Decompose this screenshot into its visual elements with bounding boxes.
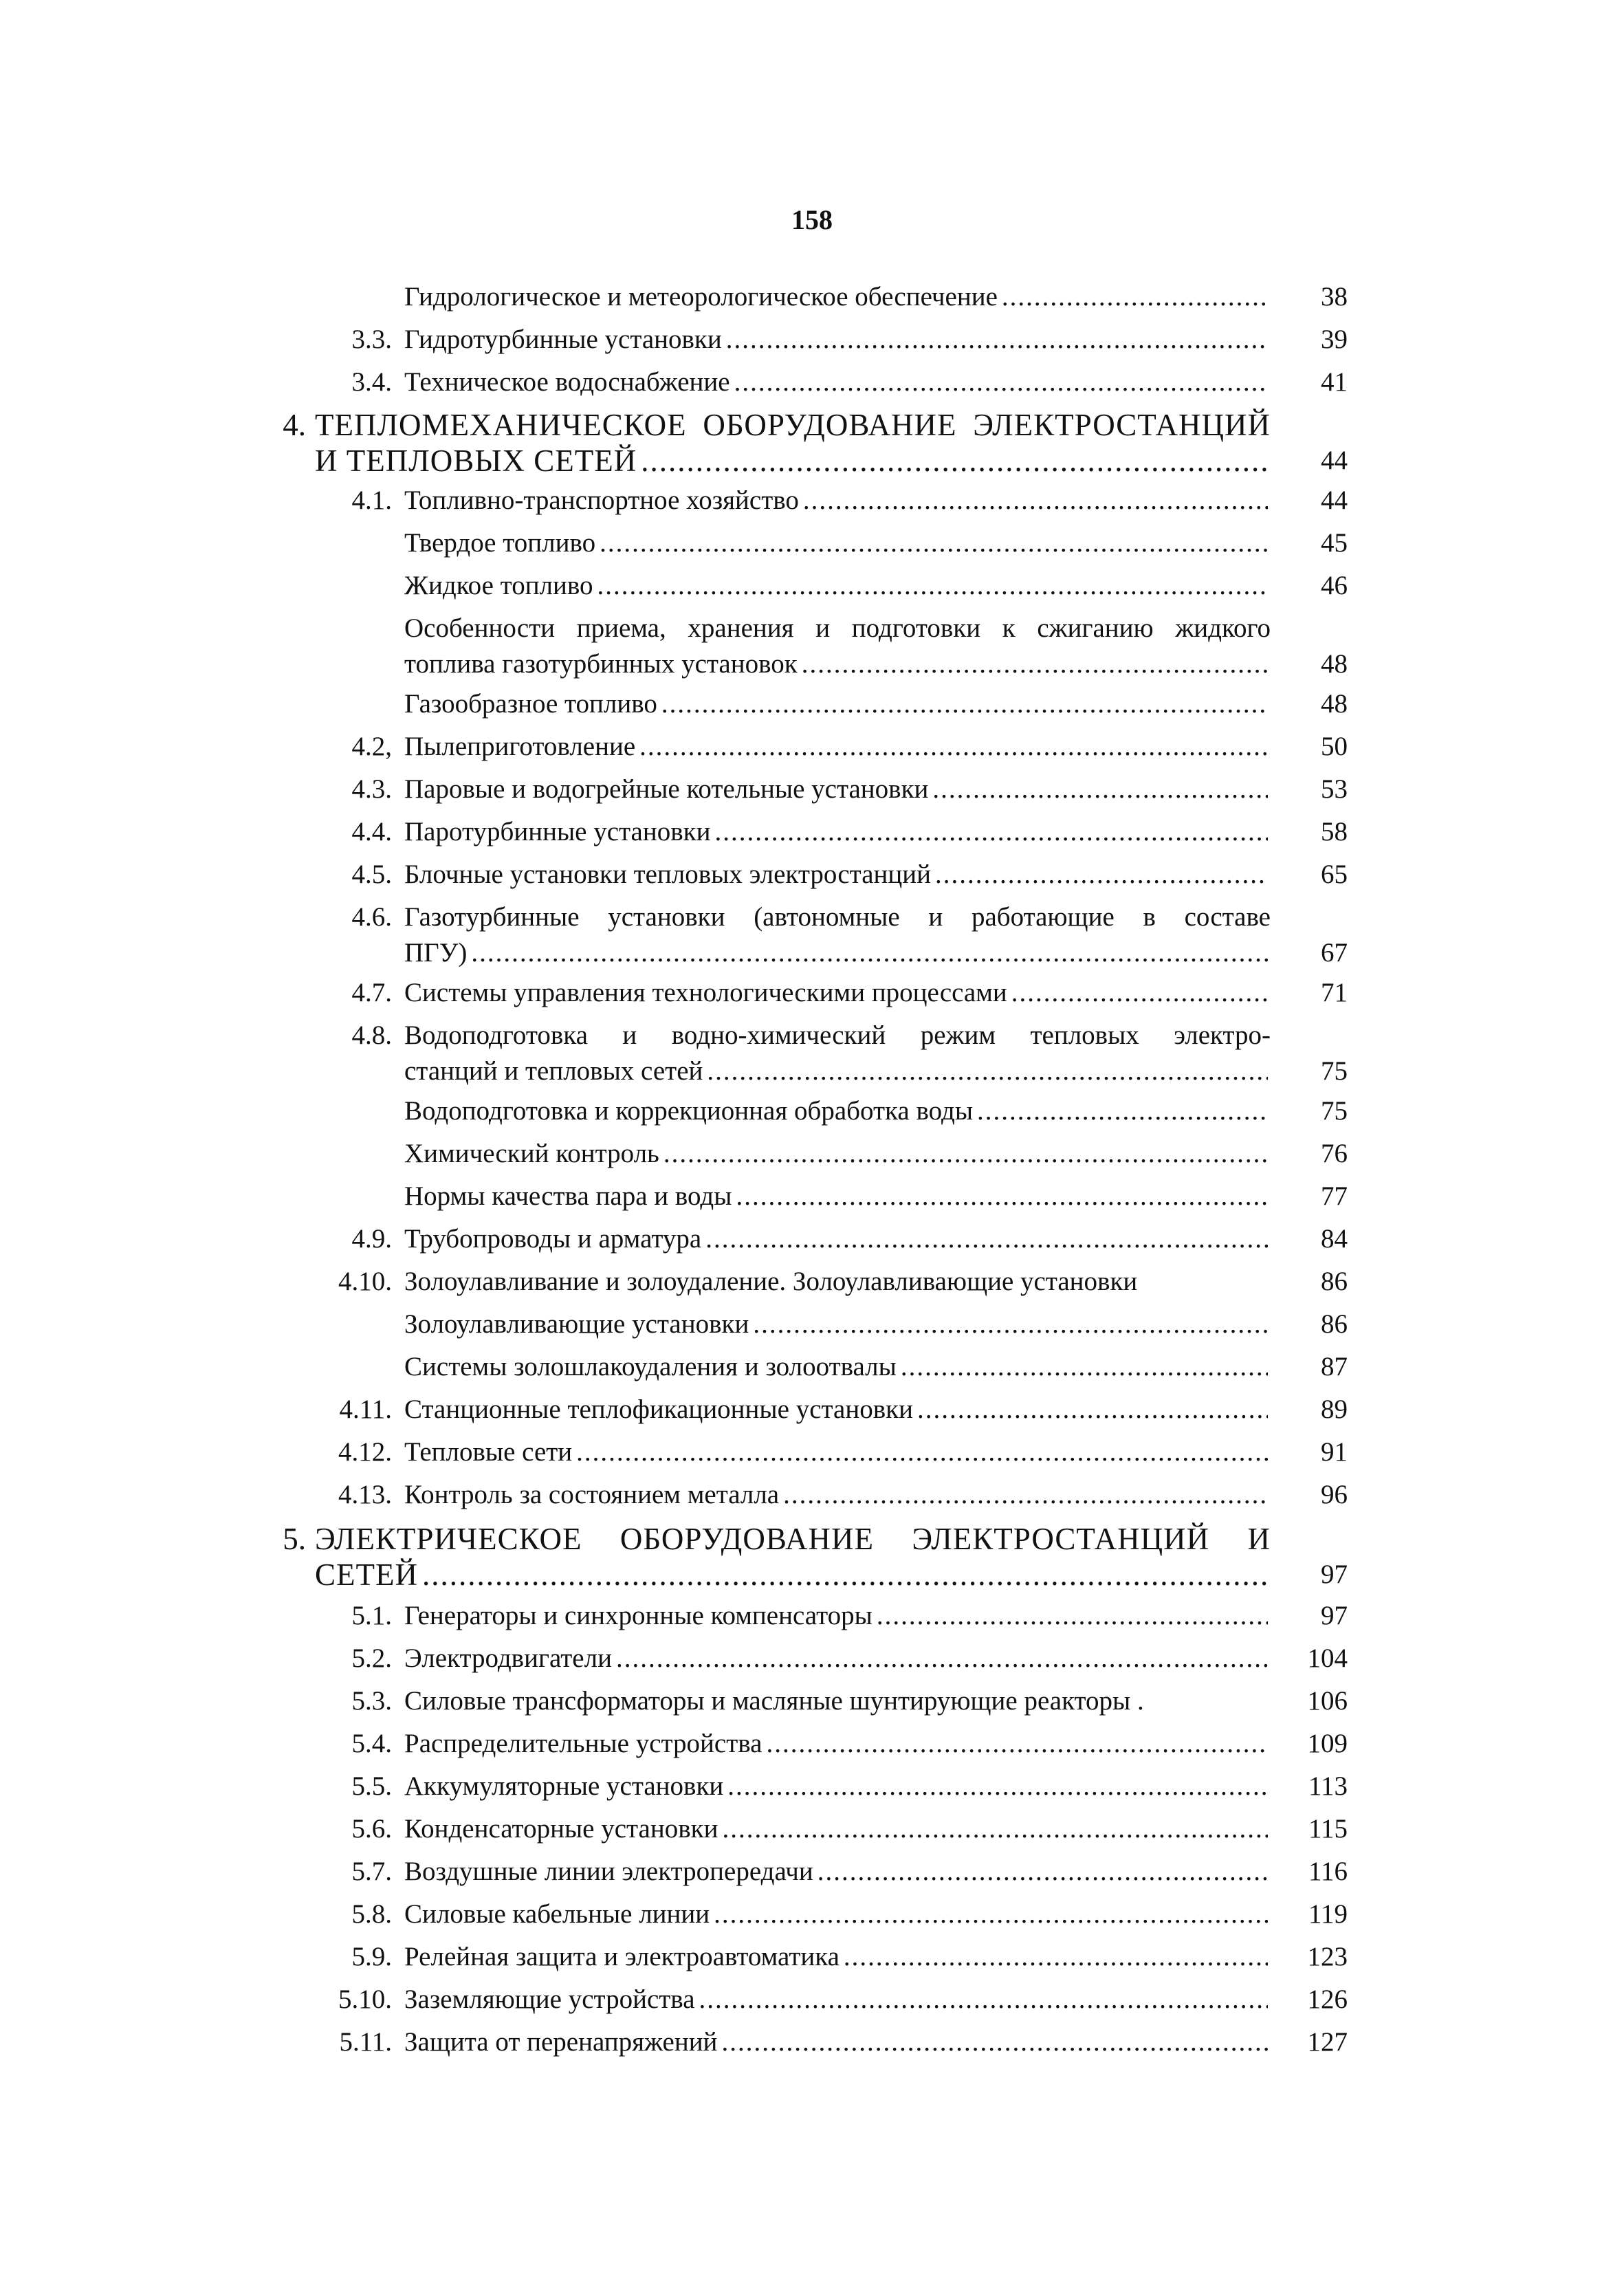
toc-entry-number: 4.4. — [351, 817, 392, 846]
toc-entry-page: 123 — [1307, 1942, 1348, 1971]
toc-entry-text: Системы золошлакоудаления и золоотвалы — [404, 1352, 897, 1381]
toc-entry-text: Золоулавливание и золоудаление. Золоулавливающие установки — [404, 1267, 1138, 1296]
toc-entry-page: 48 — [1321, 689, 1348, 719]
toc-entry-title — [404, 484, 1271, 517]
toc-entry-page: 53 — [1321, 774, 1348, 804]
toc-entry-text: Силовые кабельные линии — [404, 1899, 710, 1929]
toc-entry-title — [404, 773, 1271, 806]
toc-entry-title — [404, 1898, 1271, 1931]
toc-entry-number: 4.1. — [351, 485, 392, 515]
toc-entry-title — [404, 1137, 1271, 1170]
dot-leader — [714, 1898, 1268, 1931]
toc-entry-title — [404, 569, 1271, 602]
dot-leader — [576, 1436, 1268, 1469]
toc-entry-title-line1: Водоподготовка и водно-химический режим тепловых электро- — [404, 1020, 1271, 1050]
toc-entry-page: 119 — [1308, 1899, 1348, 1929]
dot-leader — [932, 773, 1268, 806]
toc-entry-text: Топливно-транспортное хозяйство — [404, 485, 799, 515]
toc-entry-number: 5.9. — [351, 1942, 392, 1971]
toc-entry-title — [404, 1265, 1271, 1298]
toc-entry-text: Аккумуляторные установки — [404, 1771, 724, 1801]
toc-entry-page: 97 — [1321, 1601, 1348, 1630]
toc-entry-title — [404, 1727, 1271, 1760]
dot-leader — [917, 1393, 1268, 1426]
toc-entry-page: 75 — [1321, 1056, 1348, 1086]
dot-leader — [600, 527, 1268, 560]
dot-leader — [977, 1095, 1268, 1128]
toc-entry-title-line1: Газотурбинные установки (автономные и работающие в составе — [404, 902, 1271, 932]
dot-leader — [818, 1855, 1268, 1888]
toc-entry-title — [404, 1642, 1271, 1675]
dot-leader — [661, 688, 1268, 721]
toc-entry-number: 4.3. — [351, 774, 392, 804]
toc-entry-title — [404, 1855, 1271, 1888]
toc-entry-page: 109 — [1307, 1729, 1348, 1758]
dot-leader — [901, 1351, 1268, 1384]
toc-entry-title — [315, 408, 1271, 477]
toc-entry-text: Трубопроводы и арматура — [404, 1224, 702, 1254]
toc-entry-page: 75 — [1321, 1096, 1348, 1126]
toc-entry-title — [404, 1685, 1271, 1718]
toc-entry-title — [404, 2026, 1271, 2059]
toc-entry-page: 127 — [1307, 2027, 1348, 2057]
dot-leader — [707, 1055, 1268, 1088]
dot-leader — [699, 1983, 1268, 2016]
dot-leader — [734, 366, 1268, 399]
toc-entry-text: Паротурбинные установки — [404, 817, 711, 846]
toc-entry-title — [404, 901, 1271, 967]
toc-entry-page: 106 — [1307, 1686, 1348, 1716]
toc-entry-text: Нормы качества пара и воды — [404, 1181, 732, 1211]
toc-entry-text: Пылеприготовление — [404, 732, 636, 761]
toc-entry-number: 4.2, — [351, 732, 392, 761]
toc-entry-title — [404, 1308, 1271, 1341]
toc-entry-page: 86 — [1321, 1309, 1348, 1339]
toc-entry-number: 5.6. — [351, 1814, 392, 1844]
dot-leader — [766, 1727, 1268, 1760]
toc-entry-title — [404, 1095, 1271, 1128]
toc-entry-number: 4.11. — [339, 1395, 392, 1424]
toc-entry-title-line2: топлива газотурбинных установок — [404, 649, 798, 679]
toc-entry-title — [315, 1522, 1271, 1591]
toc-entry-number: 5.4. — [351, 1729, 392, 1758]
toc-entry-text: Гидротурбинные установки — [404, 325, 722, 354]
toc-entry-page: 48 — [1321, 649, 1348, 679]
toc-entry-text: Заземляющие устройства — [404, 1985, 695, 2014]
toc-entry-page: 113 — [1308, 1771, 1348, 1801]
dot-leader — [844, 1940, 1268, 1974]
dot-leader — [422, 1558, 1268, 1591]
toc-entry-page: 91 — [1321, 1437, 1348, 1467]
dot-leader — [736, 1180, 1268, 1213]
toc-entry-page: 38 — [1321, 282, 1348, 311]
toc-entry-number: 5.8. — [351, 1899, 392, 1929]
dot-leader — [802, 648, 1268, 681]
toc-entry-number: 5.11. — [339, 2027, 392, 2057]
toc-entry-number: 4.7. — [351, 978, 392, 1007]
dot-leader — [705, 1223, 1268, 1256]
toc-entry-title — [404, 323, 1271, 356]
dot-leader — [1011, 976, 1268, 1009]
toc-entry-number: 4. — [283, 408, 306, 442]
toc-entry-title — [404, 1599, 1271, 1632]
toc-entry-number: 4.5. — [351, 860, 392, 889]
toc-entry-text: Конденсаторные установки — [404, 1814, 718, 1844]
toc-entry-number: 4.13. — [338, 1480, 392, 1509]
dot-leader — [616, 1642, 1268, 1675]
toc-entry-title — [404, 688, 1271, 721]
toc-entry-page: 67 — [1321, 938, 1348, 967]
dot-leader — [639, 730, 1268, 763]
toc-entry-page: 87 — [1321, 1352, 1348, 1381]
toc-entry-page: 65 — [1321, 860, 1348, 889]
toc-entry-text: Жидкое топливо — [404, 571, 593, 600]
toc-entry-number: 4.9. — [351, 1224, 392, 1254]
dot-leader — [1002, 281, 1268, 314]
toc-entry-text: Техническое водоснабжение — [404, 367, 730, 397]
toc-entry-page: 45 — [1321, 528, 1348, 558]
toc-entry-text: Блочные установки тепловых электростанций — [404, 860, 931, 889]
toc-entry-title — [404, 1940, 1271, 1974]
toc-entry-number: 4.10. — [338, 1267, 392, 1296]
toc-entry-number: 5.5. — [351, 1771, 392, 1801]
toc-entry-title — [404, 1019, 1271, 1086]
toc-entry-text: Химический контроль — [404, 1139, 659, 1168]
toc-entry-number: 3.3. — [351, 325, 392, 354]
toc-entry-text: Силовые трансформаторы и масляные шунтирующие реакторы . — [404, 1686, 1144, 1716]
toc-entry-number: 5.1. — [351, 1601, 392, 1630]
toc-entry-page: 126 — [1307, 1985, 1348, 2014]
toc-entry-text: Водоподготовка и коррекционная обработка воды — [404, 1096, 974, 1126]
toc-entry-text: Паровые и водогрейные котельные установки — [404, 774, 929, 804]
dot-leader — [714, 816, 1268, 849]
toc-entry-page: 50 — [1321, 732, 1348, 761]
dot-leader — [753, 1308, 1268, 1341]
toc-entry-text: Контроль за состоянием металла — [404, 1480, 780, 1509]
toc-entry-page: 104 — [1307, 1643, 1348, 1673]
toc-entry-page: 96 — [1321, 1480, 1348, 1509]
toc-entry-title-line2: И ТЕПЛОВЫХ СЕТЕЙ — [315, 444, 637, 477]
toc-entry-title — [404, 612, 1271, 679]
toc-entry-text: Золоулавливающие установки — [404, 1309, 749, 1339]
dot-leader — [471, 937, 1268, 970]
toc-entry-title-line1: Особенности приема, хранения и подготовки к сжиганию жидкого — [404, 613, 1271, 643]
toc-entry-title — [404, 1436, 1271, 1469]
toc-entry-page: 76 — [1321, 1139, 1348, 1168]
dot-leader — [726, 323, 1268, 356]
toc-entry-page: 77 — [1321, 1181, 1348, 1211]
toc-entry-page: 89 — [1321, 1395, 1348, 1424]
toc-entry-number: 5. — [283, 1522, 306, 1556]
toc-entry-number: 4.8. — [351, 1020, 392, 1050]
toc-entry-title — [404, 1351, 1271, 1384]
dot-leader — [721, 2026, 1268, 2059]
dot-leader — [727, 1770, 1268, 1803]
toc-entry-title-line1: ТЕПЛОМЕХАНИЧЕСКОЕ ОБОРУДОВАНИЕ ЭЛЕКТРОСТАНЦИЙ — [315, 408, 1271, 442]
toc-entry-title — [404, 1770, 1271, 1803]
toc-entry-title-line1: ЭЛЕКТРИЧЕСКОЕ ОБОРУДОВАНИЕ ЭЛЕКТРОСТАНЦИЙ И — [315, 1522, 1271, 1556]
toc-entry-number: 5.2. — [351, 1643, 392, 1673]
toc-entry-text: Электродвигатели — [404, 1643, 612, 1673]
toc-entry-text: Газообразное топливо — [404, 689, 657, 719]
toc-entry-text: Генераторы и синхронные компенсаторы — [404, 1601, 873, 1630]
toc-entry-page: 97 — [1321, 1560, 1348, 1589]
toc-entry-text: Защита от перенапряжений — [404, 2027, 718, 2057]
toc-entry-title-line2: станций и тепловых сетей — [404, 1056, 703, 1086]
toc-entry-title-line2: СЕТЕЙ — [315, 1558, 418, 1591]
dot-leader — [803, 484, 1268, 517]
toc-entry-title — [404, 281, 1271, 314]
dot-leader — [877, 1599, 1268, 1632]
dot-leader — [597, 569, 1268, 602]
dot-leader — [722, 1813, 1268, 1846]
page-number: 158 — [791, 204, 833, 235]
toc-entry-number: 3.4. — [351, 367, 392, 397]
dot-leader — [935, 858, 1268, 891]
toc-entry-title — [404, 527, 1271, 560]
toc-entry-page: 116 — [1308, 1857, 1348, 1886]
toc-entry-page: 71 — [1321, 978, 1348, 1007]
dot-leader — [663, 1137, 1268, 1170]
toc-entry-page: 46 — [1321, 571, 1348, 600]
toc-entry-page: 39 — [1321, 325, 1348, 354]
toc-entry-title-line2: ПГУ) — [404, 938, 468, 967]
toc-entry-title — [404, 976, 1271, 1009]
toc-entry-number: 4.12. — [338, 1437, 392, 1467]
toc-entry-text: Релейная защита и электроавтоматика — [404, 1942, 840, 1971]
toc-entry-page: 41 — [1321, 367, 1348, 397]
toc-entry-text: Распределительные устройства — [404, 1729, 762, 1758]
toc-entry-title — [404, 730, 1271, 763]
toc-entry-title — [404, 366, 1271, 399]
toc-entry-text: Станционные теплофикационные установки — [404, 1395, 913, 1424]
toc-entry-title — [404, 1180, 1271, 1213]
toc-entry-page: 115 — [1308, 1814, 1348, 1844]
toc-entry-title — [404, 1223, 1271, 1256]
toc-entry-page: 84 — [1321, 1224, 1348, 1254]
toc-entry-title — [404, 1478, 1271, 1511]
toc-entry-number: 5.3. — [351, 1686, 392, 1716]
toc-entry-title — [404, 1983, 1271, 2016]
toc-entry-page: 44 — [1321, 446, 1348, 475]
toc-entry-page: 44 — [1321, 485, 1348, 515]
dot-leader — [783, 1478, 1268, 1511]
toc-entry-number: 4.6. — [351, 902, 392, 932]
toc-entry-title — [404, 1393, 1271, 1426]
toc-entry-page: 58 — [1321, 817, 1348, 846]
toc-entry-title — [404, 858, 1271, 891]
toc-entry-title — [404, 816, 1271, 849]
toc-entry-text: Твердое топливо — [404, 528, 596, 558]
toc-entry-number: 5.7. — [351, 1857, 392, 1886]
toc-entry-text: Системы управления технологическими процессами — [404, 978, 1007, 1007]
toc-entry-page: 86 — [1321, 1267, 1348, 1296]
toc-entry-text: Воздушные линии электропередачи — [404, 1857, 813, 1886]
toc-entry-title — [404, 1813, 1271, 1846]
toc-entry-text: Гидрологическое и метеорологическое обеспечение — [404, 282, 998, 311]
toc-entry-text: Тепловые сети — [404, 1437, 573, 1467]
toc-entry-number: 5.10. — [338, 1985, 392, 2014]
dot-leader — [641, 444, 1268, 477]
